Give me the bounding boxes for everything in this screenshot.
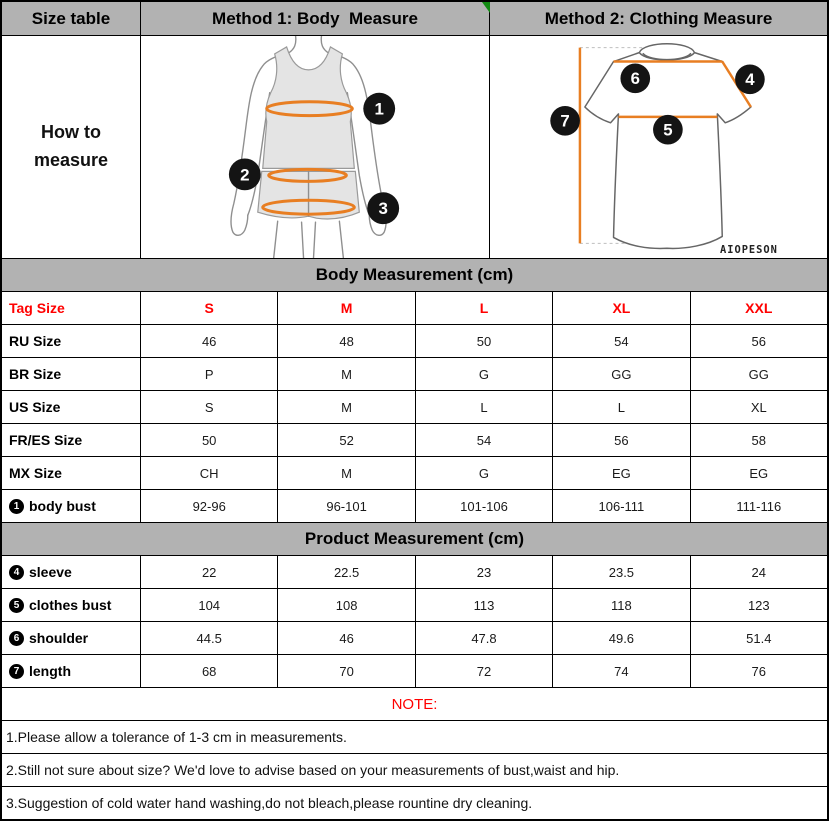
- note-title: NOTE:: [2, 687, 827, 720]
- svg-text:1: 1: [374, 99, 384, 119]
- svg-text:3: 3: [378, 199, 388, 219]
- cell-value: 23: [415, 556, 552, 588]
- row-label-text: shoulder: [29, 630, 89, 646]
- table-row: [2, 555, 827, 588]
- row-label-text: US Size: [9, 399, 61, 415]
- marker-7: [550, 106, 580, 136]
- header-method2: Method 2: Clothing Measure: [489, 2, 827, 35]
- cell-value: 118: [552, 589, 689, 621]
- note-item: 1.Please allow a tolerance of 1-3 cm in measurements.: [2, 720, 827, 753]
- cell-value: M: [277, 292, 414, 324]
- svg-text:2: 2: [240, 165, 250, 185]
- svg-text:4: 4: [745, 70, 755, 90]
- row-label: [2, 391, 140, 423]
- row-label: [2, 490, 140, 522]
- cell-value: 111-116: [690, 490, 827, 522]
- body-measure-illustration: [140, 36, 489, 258]
- cell-value: 58: [690, 424, 827, 456]
- body-figure-svg: [141, 36, 489, 258]
- row-label: [2, 424, 140, 456]
- cell-value: CH: [140, 457, 277, 489]
- row-label-text: MX Size: [9, 465, 62, 481]
- circled-number-badge: 1: [9, 499, 24, 514]
- cell-value: L: [415, 391, 552, 423]
- circled-number-badge: 5: [9, 598, 24, 613]
- cell-value: 113: [415, 589, 552, 621]
- row-label: [2, 655, 140, 687]
- header-method1: Method 1: Body Measure: [140, 2, 489, 35]
- circled-number-badge: 7: [9, 664, 24, 679]
- cell-value: XL: [690, 391, 827, 423]
- cell-value: XXL: [690, 292, 827, 324]
- body-outline: [289, 36, 296, 53]
- cell-value: EG: [552, 457, 689, 489]
- row-label-text: clothes bust: [29, 597, 112, 613]
- cell-value: 96-101: [277, 490, 414, 522]
- circled-number-badge: 4: [9, 565, 24, 580]
- svg-text:6: 6: [630, 69, 640, 89]
- row-label: [2, 589, 140, 621]
- cell-corner-flag-icon: [482, 2, 490, 13]
- row-label-text: length: [29, 663, 71, 679]
- cell-value: P: [140, 358, 277, 390]
- shirt-figure-svg: [490, 36, 827, 258]
- row-label: [2, 358, 140, 390]
- cell-value: M: [277, 358, 414, 390]
- product-measurement-header: Product Measurement (cm): [2, 522, 827, 555]
- cell-value: 51.4: [690, 622, 827, 654]
- cell-value: S: [140, 391, 277, 423]
- shirt-measure-illustration: [489, 36, 827, 258]
- cell-value: 46: [140, 325, 277, 357]
- cell-value: 70: [277, 655, 414, 687]
- cell-value: 74: [552, 655, 689, 687]
- cell-value: 24: [690, 556, 827, 588]
- marker-2: [229, 158, 261, 190]
- cell-value: 47.8: [415, 622, 552, 654]
- cell-value: 23.5: [552, 556, 689, 588]
- top-header-row: [2, 2, 827, 35]
- row-label-text: sleeve: [29, 564, 72, 580]
- row-label: [2, 325, 140, 357]
- cell-value: 68: [140, 655, 277, 687]
- cell-value: G: [415, 457, 552, 489]
- cell-value: 108: [277, 589, 414, 621]
- cell-value: 92-96: [140, 490, 277, 522]
- cell-value: 22: [140, 556, 277, 588]
- table-row: [2, 654, 827, 687]
- cell-value: 22.5: [277, 556, 414, 588]
- body-measurement-header: Body Measurement (cm): [2, 258, 827, 291]
- cell-value: 76: [690, 655, 827, 687]
- cell-value: 56: [552, 424, 689, 456]
- cell-value: 49.6: [552, 622, 689, 654]
- row-label: [2, 556, 140, 588]
- how-to-measure-label: How to measure: [33, 122, 109, 170]
- cell-value: S: [140, 292, 277, 324]
- row-label: [2, 292, 140, 324]
- note-item: 3.Suggestion of cold water hand washing,do not bleach,please rountine dry cleaning.: [2, 786, 827, 819]
- cell-value: GG: [690, 358, 827, 390]
- marker-4: [735, 64, 765, 94]
- circled-number-badge: 6: [9, 631, 24, 646]
- cell-value: 44.5: [140, 622, 277, 654]
- cell-value: M: [277, 391, 414, 423]
- table-row: [2, 423, 827, 456]
- cell-value: M: [277, 457, 414, 489]
- cell-value: 50: [415, 325, 552, 357]
- table-row: [2, 291, 827, 324]
- cell-value: G: [415, 358, 552, 390]
- cell-value: 46: [277, 622, 414, 654]
- cell-value: 54: [552, 325, 689, 357]
- collar: [639, 44, 694, 60]
- svg-text:5: 5: [663, 120, 673, 140]
- row-label-text: BR Size: [9, 366, 62, 382]
- cell-value: L: [415, 292, 552, 324]
- cell-value: 106-111: [552, 490, 689, 522]
- row-label: [2, 622, 140, 654]
- table-row: [2, 588, 827, 621]
- cell-value: 56: [690, 325, 827, 357]
- notes-list: [2, 720, 827, 819]
- row-label-text: RU Size: [9, 333, 62, 349]
- marker-3: [367, 192, 399, 224]
- table-row: [2, 390, 827, 423]
- tank-top: [263, 47, 355, 168]
- cell-value: L: [552, 391, 689, 423]
- brand-text: AIOPESON: [720, 244, 778, 257]
- body-table: [2, 291, 827, 522]
- how-to-measure-row: [2, 35, 827, 258]
- product-table: [2, 555, 827, 687]
- note-item: 2.Still not sure about size? We'd love to advise based on your measurements of bust,waist and hip.: [2, 753, 827, 786]
- row-label: [2, 457, 140, 489]
- cell-value: GG: [552, 358, 689, 390]
- row-label-text: Tag Size: [9, 300, 65, 316]
- cell-value: 50: [140, 424, 277, 456]
- table-row: [2, 324, 827, 357]
- header-size-table: Size table: [31, 8, 111, 28]
- cell-value: 52: [277, 424, 414, 456]
- cell-value: EG: [690, 457, 827, 489]
- table-row: [2, 456, 827, 489]
- svg-text:7: 7: [560, 111, 570, 131]
- table-row: [2, 489, 827, 522]
- t-shirt-outline: [585, 48, 751, 248]
- table-row: [2, 357, 827, 390]
- legs: [274, 221, 344, 258]
- cell-value: 104: [140, 589, 277, 621]
- row-label-text: FR/ES Size: [9, 432, 83, 448]
- cell-value: 48: [277, 325, 414, 357]
- cell-value: 101-106: [415, 490, 552, 522]
- marker-5: [653, 115, 683, 145]
- marker-1: [363, 93, 395, 125]
- marker-6: [620, 63, 650, 93]
- cell-value: XL: [552, 292, 689, 324]
- cell-value: 72: [415, 655, 552, 687]
- row-label-text: body bust: [29, 498, 96, 514]
- table-row: [2, 621, 827, 654]
- cell-value: 54: [415, 424, 552, 456]
- cell-value: 123: [690, 589, 827, 621]
